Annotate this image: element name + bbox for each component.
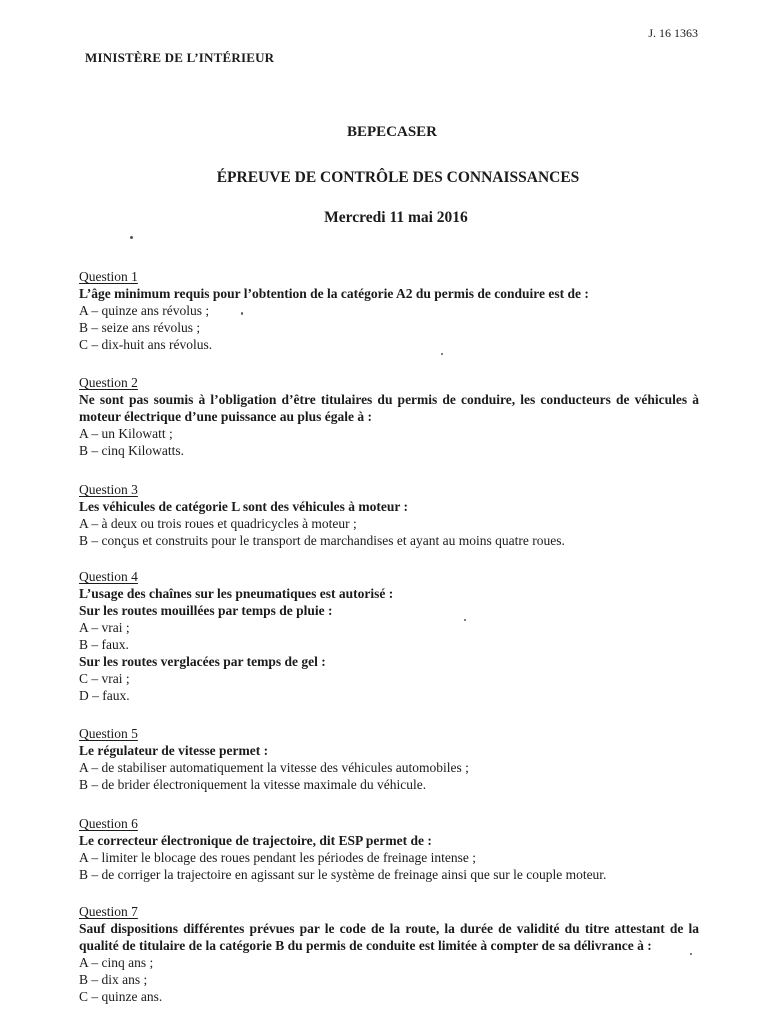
question-subheading: Sur les routes mouillées par temps de pluie : xyxy=(79,603,333,618)
scan-speck xyxy=(464,619,466,621)
question-title: Question 7 xyxy=(79,904,138,919)
exam-title: BEPECASER xyxy=(346,124,438,140)
ministry-header: MINISTÈRE DE L’INTÉRIEUR xyxy=(85,50,275,65)
question-6 xyxy=(79,815,699,883)
answer-option: B – de corriger la trajectoire en agissant sur le système de freinage ainsi que sur le couple moteur. xyxy=(79,867,607,882)
question-7 xyxy=(79,903,699,1005)
scan-speck xyxy=(690,953,692,955)
question-text: Les véhicules de catégorie L sont des véhicules à moteur : xyxy=(79,499,408,514)
answer-option: B – de brider électroniquement la vitesse maximale du véhicule. xyxy=(79,777,427,792)
exam-subtitle: ÉPREUVE DE CONTRÔLE DES CONNAISSANCES xyxy=(216,169,580,186)
scan-speck xyxy=(441,353,443,355)
question-text: Sauf dispositions différentes prévues par le code de la route, la durée de validité du titre attestant de la qualité de titulaire de la catégorie B du permis de conduite est limitée à compter de sa délivrance à : xyxy=(79,921,699,953)
question-text: Ne sont pas soumis à l’obligation d’être titulaires du permis de conduire, les conducteurs de véhicules à moteur électrique d’une puissance au plus égale à : xyxy=(79,392,699,424)
document-reference: J. 16 1363 xyxy=(648,26,698,40)
scan-speck xyxy=(241,312,243,315)
answer-option: B – conçus et construits pour le transport de marchandises et ayant au moins quatre roues. xyxy=(79,533,565,548)
scan-speck xyxy=(130,236,133,239)
answer-option: C – quinze ans. xyxy=(79,989,163,1004)
answer-option: A – quinze ans révolus ; xyxy=(79,303,210,318)
answer-option: A – un Kilowatt ; xyxy=(79,426,173,441)
question-text: L’usage des chaînes sur les pneumatiques est autorisé : xyxy=(79,586,394,601)
answer-option: A – à deux ou trois roues et quadricycles à moteur ; xyxy=(79,516,357,531)
answer-option: C – dix-huit ans révolus. xyxy=(79,337,213,352)
answer-option: B – dix ans ; xyxy=(79,972,148,987)
exam-date: Mercredi 11 mai 2016 xyxy=(324,209,468,226)
question-4 xyxy=(79,568,699,704)
question-3 xyxy=(79,481,699,549)
question-title: Question 2 xyxy=(79,375,138,390)
question-title: Question 1 xyxy=(79,269,138,284)
answer-option: A – de stabiliser automatiquement la vitesse des véhicules automobiles ; xyxy=(79,760,469,775)
question-1 xyxy=(79,268,699,353)
answer-option: B – seize ans révolus ; xyxy=(79,320,201,335)
question-text: Le régulateur de vitesse permet : xyxy=(79,743,269,758)
question-text: Le correcteur électronique de trajectoire, dit ESP permet de : xyxy=(79,833,432,848)
answer-option: B – faux. xyxy=(79,637,129,652)
answer-option: C – vrai ; xyxy=(79,671,130,686)
question-subheading: Sur les routes verglacées par temps de gel : xyxy=(79,654,326,669)
question-title: Question 5 xyxy=(79,726,138,741)
answer-option: D – faux. xyxy=(79,688,130,703)
question-2 xyxy=(79,374,699,459)
answer-option: A – vrai ; xyxy=(79,620,130,635)
answer-option: B – cinq Kilowatts. xyxy=(79,443,184,458)
question-text: L’âge minimum requis pour l’obtention de la catégorie A2 du permis de conduire est de : xyxy=(79,286,589,301)
answer-option: A – cinq ans ; xyxy=(79,955,154,970)
question-title: Question 3 xyxy=(79,482,138,497)
question-title: Question 6 xyxy=(79,816,138,831)
answer-option: A – limiter le blocage des roues pendant les périodes de freinage intense ; xyxy=(79,850,476,865)
question-5 xyxy=(79,725,699,793)
question-title: Question 4 xyxy=(79,569,138,584)
